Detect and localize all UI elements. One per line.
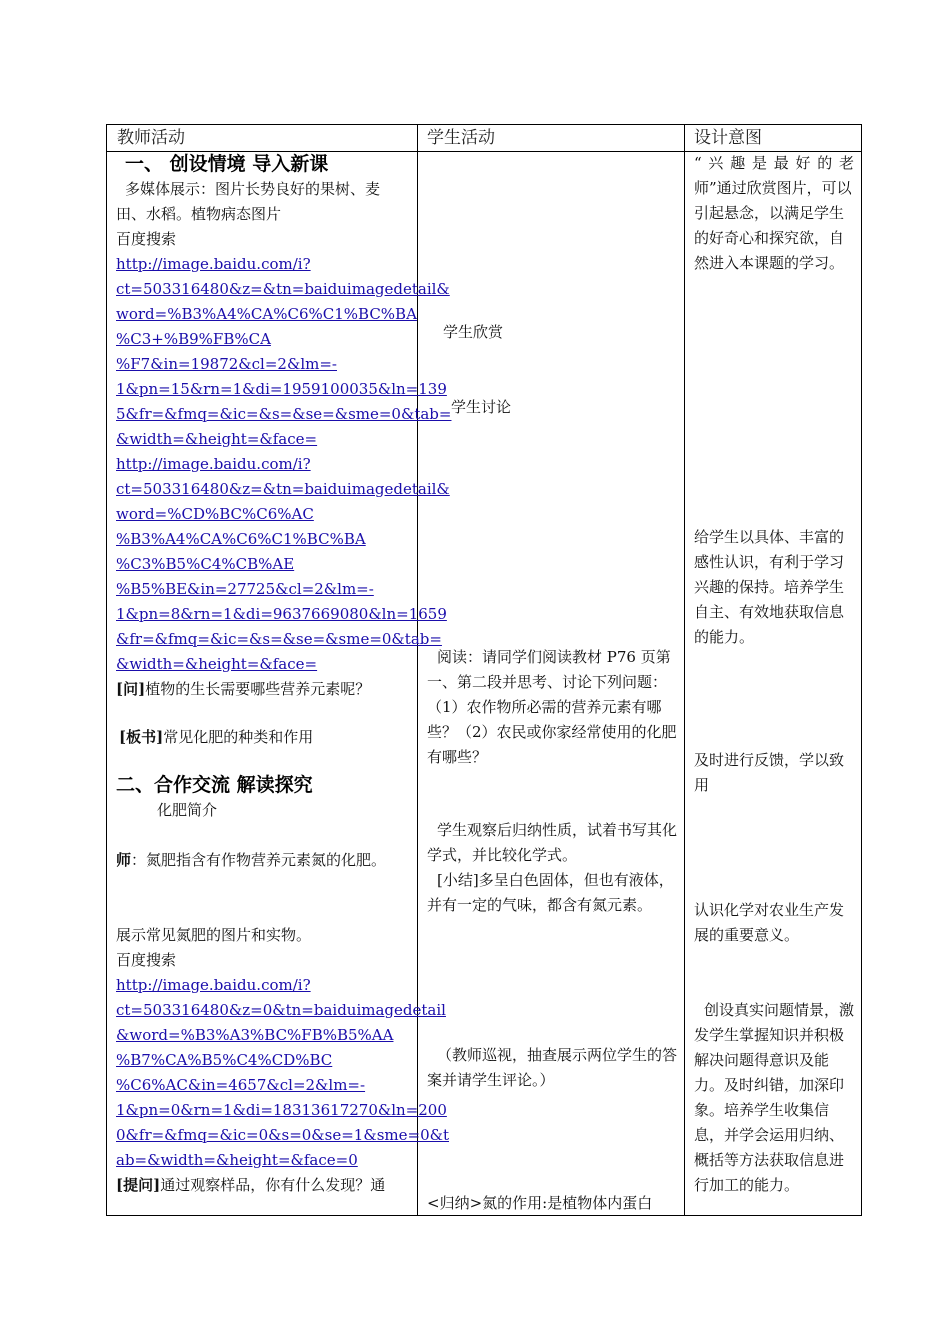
student-reading-task: 阅读：请同学们阅读教材 P76 页第一、第二段并思考、讨论下列问题：（1）农作物所必需的营养元素有哪些？（2）农民或你家经常使用的化肥有哪些？: [427, 648, 677, 766]
board-tag: [板书]: [119, 728, 164, 746]
student-observe: 学生观察后归纳性质，试着书写其化学式，并比较化学式。: [427, 821, 678, 864]
header-teacher-activity: 教师活动: [117, 128, 185, 148]
media-text-line2: 田、水稻。植物病态图片: [116, 205, 282, 223]
question-text: 植物的生长需要哪些营养元素呢？: [145, 680, 371, 698]
student-discuss: 学生讨论: [451, 398, 512, 416]
intent-problem-solving: 创设真实问题情景，激发学生掌握知识并积极解决问题得意识及能力。及时纠错，加深印象。培养学生收集信息，并学会运用归纳、概括等方法获取信息进行加工的能力。: [694, 1001, 855, 1194]
question-line: [116, 677, 370, 702]
student-appreciate: 学生欣赏: [443, 323, 504, 341]
baidu-search-label-2: 百度搜索: [116, 951, 177, 969]
teacher-statement: [116, 848, 386, 873]
intent-perception: 给学生以具体、丰富的感性认识，有利于学习兴趣的保持。培养学生自主、有效地获取信息的能力。: [694, 528, 845, 646]
student-patrol-note: （教师巡视，抽查展示两位学生的答案并请学生评论。）: [427, 1046, 678, 1089]
board-line: [119, 725, 313, 750]
intent-significance: 认识化学对农业生产发展的重要意义。: [694, 901, 845, 944]
section2-title: 二、合作交流 解读探究: [116, 774, 313, 796]
section1-title: 一、 创设情境 导入新课: [125, 153, 329, 175]
show-nitrogen-text: 展示常见氮肥的图片和实物。: [116, 926, 312, 944]
student-summary: [小结]多呈白色固体，但也有液体，并有一定的气味，都含有氮元素。: [427, 871, 674, 914]
baidu-search-label: 百度搜索: [116, 230, 177, 248]
intent-feedback: 及时进行反馈，学以致用: [694, 751, 845, 794]
fertilizer-intro-subtitle: 化肥简介: [157, 801, 218, 819]
ask-line: [116, 1173, 385, 1198]
board-text: 常见化肥的种类和作用: [163, 728, 314, 746]
ask-tag: [提问]: [116, 1176, 161, 1194]
teacher-tag: 师: [116, 851, 132, 869]
header-design-intent: 设计意图: [694, 128, 762, 148]
question-tag: [问]: [116, 680, 146, 698]
student-conclusion: <归纳>氮的作用:是植物体内蛋白: [427, 1194, 653, 1212]
media-text-line1: 多媒体展示：图片长势良好的果树、麦: [125, 180, 381, 198]
lesson-plan-table: 教师活动 学生活动 设计意图 一、 创设情境 导入新课 多媒体展示：图片长势良好的果树、麦 田、水稻。植物病态图片 百度搜索 http://image.baidu.com/i? ct=503316480&z=&tn=baiduimagedetail& word=%B3%A4%CA%C6%C1%BC%BA %C3+%B9%FB%CA %F7&in=19872&cl=2&lm=- 1&pn=15&rn=1&di=1959100035&ln=139 5&fr=&fmq=&ic=&s=&se=&sme=0&tab= &width=&height=&face= http://image.baidu.com/i? ct=503316480&z=&tn=baiduimagedetail& word=%CD%BC%C6%AC %B3%A4%CA%C6%C1%BC%BA %C3%B5%C4%CB%AE %B5%BE&in=27725&cl=2&lm=- 1&pn=8&rn=1&di=9637669080&ln=1659 &fr=&fmq=&ic=&s=&se=&sme=0&tab= &width=&height=&face= [问]植物的生长需要哪些营养元素呢？ [板书]常见化肥的种类和作用 二、合作交流 解读探究 化肥简介 师：氮肥指含有作物营养元素氮的化肥。 展示常见氮肥的图片和实物。 百度搜索 http://image.baidu.com/i? ct=503316480&z=0&tn=baiduimagedetail &word=%B3%A3%BC%FB%B5%AA %B7%CA%B5%C4%CD%BC %C6%AC&in=4657&cl=2&lm=- 1&pn=0&rn=1&di=18313617270&ln=200 0&fr=&fmq=&ic=0&s=0&se=1&sme=0&t ab=&width=&height=&face=0 [提问]通过观察样品，你有什么发现？通 学生欣赏 学生讨论 阅读：请同学们阅读教材 P76 页第一、第二段并思考、讨论下列问题：（1）农作物所必需的营养元素有哪些？（2）农民或你家经常使用的化肥有哪些？ 学生观察后归纳性质，试着书写其化学式，并比较化学式。 [小结]多呈白色固体，但也有液体，并有一定的气味，都含有氮元素。 （教师巡视，抽查展示两位学生的答案并请学生评论。） <归纳>氮的作用:是植物体内蛋白 “兴趣是最好的老 师”通过欣赏图片，可以引起悬念，以满足学生的好奇心和探究欲，自然进入本课题的学习。 给学生以具体、丰富的感性认识，有利于学习兴趣的保持。培养学生自主、有效地获取信息的能力。 及时进行反馈，学以致用 认识化学对农业生产发展的重要意义。 创设真实问题情景，激发学生掌握知识并积极解决问题得意识及能力。及时纠错，加深印象。培养学生收集信息，并学会运用归纳、概括等方法获取信息进行加工的能力。: [106, 124, 862, 1216]
column-divider: [684, 125, 685, 1215]
intent-interest: 师”通过欣赏图片，可以引起悬念，以满足学生的好奇心和探究欲，自然进入本课题的学习。: [694, 179, 852, 272]
ask-text: 通过观察样品，你有什么发现？通: [160, 1176, 386, 1194]
teacher-statement-text: ：氮肥指含有作物营养元素氮的化肥。: [131, 851, 387, 869]
header-student-activity: 学生活动: [427, 128, 495, 148]
intent-interest-line1: “兴趣是最好的老: [694, 154, 854, 172]
